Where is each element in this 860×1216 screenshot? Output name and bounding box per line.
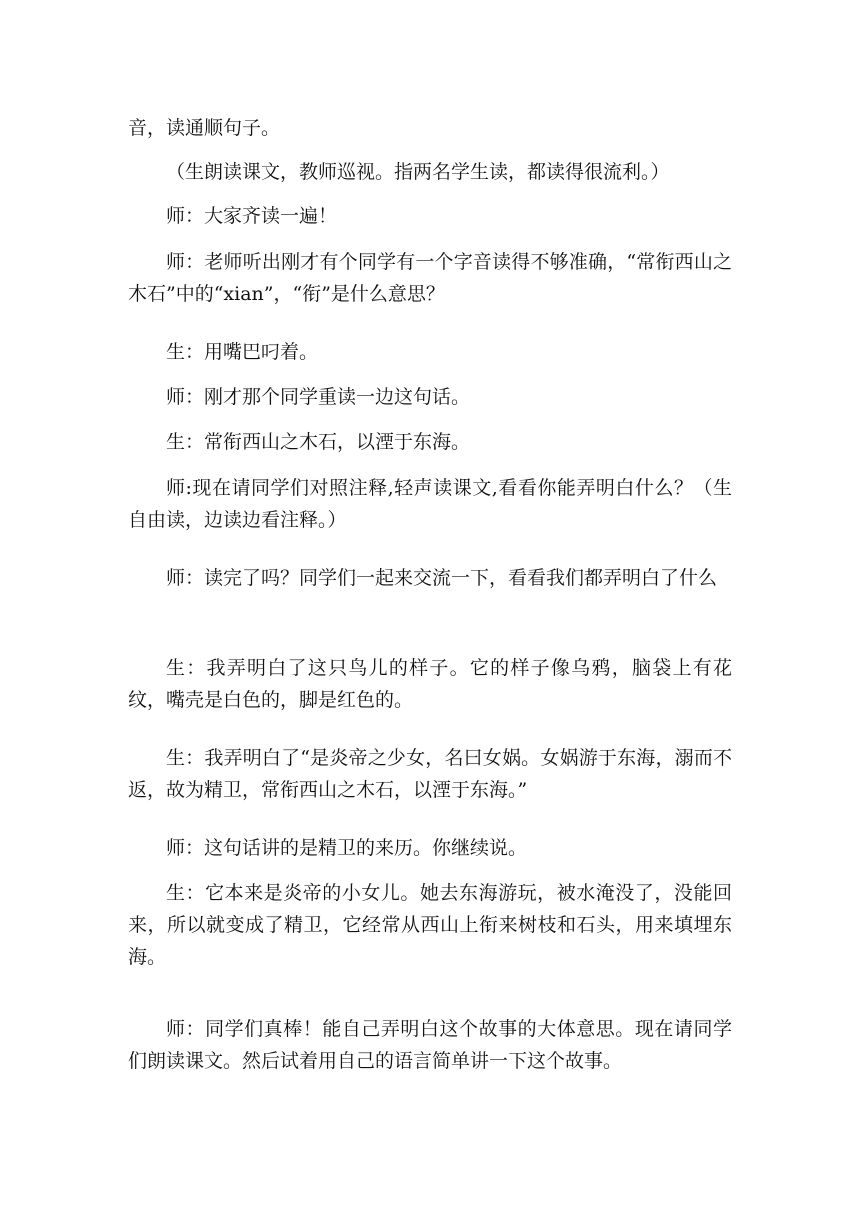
paragraph-teacher: 师:现在请同学们对照注释,轻声读课文,看看你能弄明白什么？（生自由读，边读边看注释。） <box>128 477 732 531</box>
paragraph-teacher: 师：同学们真棒！能自己弄明白这个故事的大体意思。现在请同学们朗读课文。然后试着用自己的语言简单讲一下这个故事。 <box>128 1018 732 1072</box>
paragraph-student: 生：我弄明白了这只鸟儿的样子。它的样子像乌鸦，脑袋上有花纹，嘴壳是白色的，脚是红色的。 <box>128 657 732 711</box>
paragraph-teacher: 师：刚才那个同学重读一边这句话。 <box>166 386 471 408</box>
paragraph-student: 生：它本来是炎帝的小女儿。她去东海游玩，被水淹没了，没能回来，所以就变成了精卫，它经常从西山上衔来树枝和石头，用来填埋东海。 <box>128 882 732 968</box>
paragraph-student: 生：常衔西山之木石，以湮于东海。 <box>166 431 471 453</box>
paragraph-teacher: 师：大家齐读一遍！ <box>166 205 338 227</box>
paragraph-teacher: 师：读完了吗？同学们一起来交流一下，看看我们都弄明白了什么 <box>166 567 718 589</box>
paragraph-continuation: 音，读通顺句子。 <box>128 117 281 139</box>
paragraph-teacher: 师：老师听出刚才有个同学有一个字音读得不够准确，“常衔西山之木石”中的“xian”，“衔”是什么意思？ <box>128 251 732 305</box>
paragraph-stage-direction: （生朗读课文，教师巡视。指两名学生读，都读得很流利。） <box>166 161 670 183</box>
paragraph-student: 生：我弄明白了“是炎帝之少女，名曰女娲。女娲游于东海，溺而不返，故为精卫，常衔西山之木石，以湮于东海。” <box>128 747 732 801</box>
paragraph-student: 生：用嘴巴叼着。 <box>166 341 319 363</box>
paragraph-teacher: 师：这句话讲的是精卫的来历。你继续说。 <box>166 837 528 859</box>
